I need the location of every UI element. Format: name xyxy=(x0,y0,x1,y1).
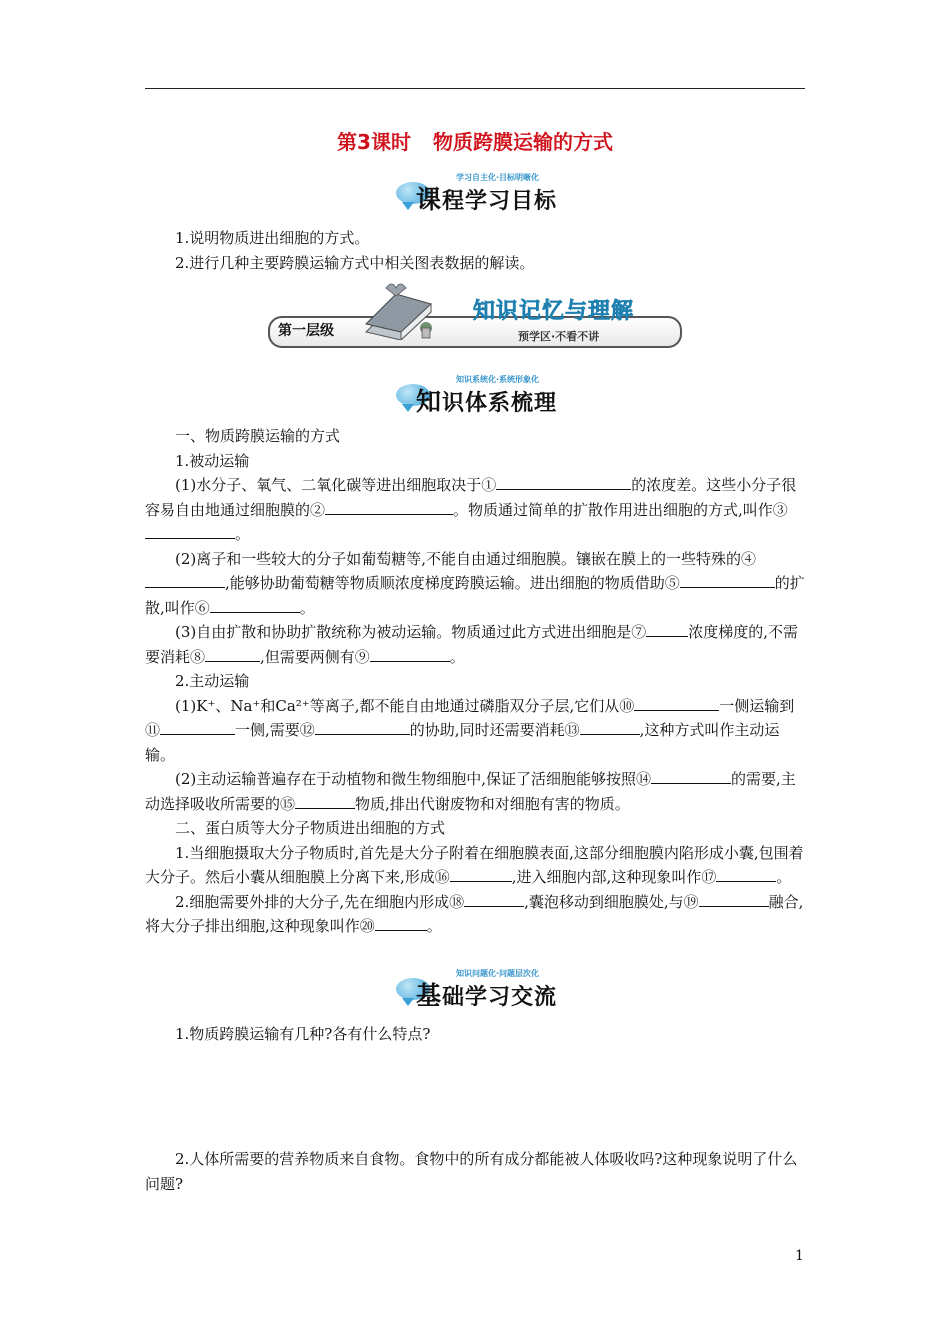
goal-item: 2.进行几种主要跨膜运输方式中相关图表数据的解读。 xyxy=(175,253,535,272)
header-rule xyxy=(145,88,805,89)
section-heading: 一、物质跨膜运输的方式 xyxy=(175,427,341,445)
blank-10[interactable] xyxy=(634,696,719,711)
blank-9[interactable] xyxy=(370,647,450,662)
blank-8[interactable] xyxy=(205,647,260,662)
page-title xyxy=(0,126,950,155)
blank-13[interactable] xyxy=(580,720,640,735)
question-1: 1.物质跨膜运输有几种?各有什么特点? xyxy=(175,1025,431,1043)
paragraph-passive-1: (1)水分子、氧气、二氧化碳等进出细胞取决于① 的浓度差。这些小分子很容易自由地通过细胞膜的② 。物质通过简单的扩散作用进出细胞的方式,叫作③。 xyxy=(145,476,797,543)
blank-19[interactable] xyxy=(699,892,769,907)
banner-basic-exchange xyxy=(0,968,950,1010)
section-heading: 二、蛋白质等大分子物质进出细胞的方式 xyxy=(175,819,446,837)
blank-5[interactable] xyxy=(680,573,775,588)
subheading-active: 2.主动运输 xyxy=(175,672,250,690)
layer-title: 知识记忆与理解 xyxy=(473,299,635,324)
subheading-passive: 1.被动运输 xyxy=(175,451,250,470)
banner-knowledge-system xyxy=(0,374,950,416)
banner-tagline: 知识系统化·系统形象化 xyxy=(456,375,540,384)
banner-course-goals xyxy=(0,172,950,214)
paragraph-macromolecule-1: 1.当细胞摄取大分子物质时,首先是大分子附着在细胞膜表面,这部分细胞膜内陷形成小囊,包围着大分子。然后小囊从细胞膜上分离下来,形成⑯ ,进入细胞内部,这种现象叫作⑰ 。 xyxy=(145,843,804,886)
blank-11[interactable] xyxy=(160,720,235,735)
paragraph-active-2: (2)主动运输普遍存在于动植物和微生物细胞中,保证了活细胞能够按照⑭ 的需要,主动选择吸收所需要的⑮ 物质,排出代谢废物和对细胞有害的物质。 xyxy=(145,770,796,813)
blank-16[interactable] xyxy=(450,867,512,882)
blank-2[interactable] xyxy=(325,500,453,515)
blank-20[interactable] xyxy=(375,916,427,931)
banner-tagline: 学习自主化·目标明晰化 xyxy=(456,173,540,182)
blank-12[interactable] xyxy=(315,720,410,735)
layer-subtitle: 预学区·不看不讲 xyxy=(518,330,600,343)
banner-tagline: 知识问题化·问题层次化 xyxy=(456,969,540,978)
paragraph-macromolecule-2: 2.细胞需要外排的大分子,先在细胞内形成⑱ ,囊泡移动到细胞膜处,与⑲ 融合,将大分子排出细胞,这种现象叫作⑳ 。 xyxy=(145,892,804,935)
blank-17[interactable] xyxy=(716,867,776,882)
layer-banner xyxy=(268,276,688,356)
banner-heading: 基础学习交流 xyxy=(416,981,558,1010)
paragraph-active-1: (1)K⁺、Na⁺和Ca²⁺等离子,都不能自由地通过磷脂双分子层,它们从⑩ 一侧运输到⑪ 一侧,需要⑫ 的协助,同时还需要消耗⑬ ,这种方式叫作主动运输。 xyxy=(145,696,795,764)
page-number: 1 xyxy=(795,1248,804,1264)
blank-7[interactable] xyxy=(646,622,688,637)
question-2: 2.人体所需要的营养物质来自食物。食物中的所有成分都能被人体吸收吗?这种现象说明了什么问题? xyxy=(145,1150,798,1193)
goal-item: 1.说明物质进出细胞的方式。 xyxy=(175,229,370,247)
blank-3[interactable] xyxy=(145,524,235,539)
blank-4[interactable] xyxy=(145,573,225,588)
lesson-label: 第3课时 xyxy=(337,130,411,154)
blank-15[interactable] xyxy=(295,794,355,809)
blank-6[interactable] xyxy=(210,598,300,613)
book-icon xyxy=(356,282,436,340)
paragraph-passive-3: (3)自由扩散和协助扩散统称为被动运输。物质通过此方式进出细胞是⑦ 浓度梯度的,不需要消耗⑧ ,但需要两侧有⑨ 。 xyxy=(145,623,799,666)
lesson-topic: 物质跨膜运输的方式 xyxy=(432,130,613,154)
layer-level: 第一层级 xyxy=(278,323,334,339)
section-transport-modes xyxy=(145,424,805,939)
blank-14[interactable] xyxy=(651,769,731,784)
banner-heading: 知识体系梳理 xyxy=(416,387,558,416)
paragraph-passive-2: (2)离子和一些较大的分子如葡萄糖等,不能自由通过细胞膜。镶嵌在膜上的一些特殊的④,能够协助葡萄糖等物质顺浓度梯度跨膜运输。进出细胞的物质借助⑤ 的扩散,叫作⑥ 。 xyxy=(145,549,805,617)
goals-list xyxy=(145,226,805,275)
blank-18[interactable] xyxy=(464,892,524,907)
banner-heading: 课程学习目标 xyxy=(416,185,558,214)
blank-1[interactable] xyxy=(496,475,631,490)
